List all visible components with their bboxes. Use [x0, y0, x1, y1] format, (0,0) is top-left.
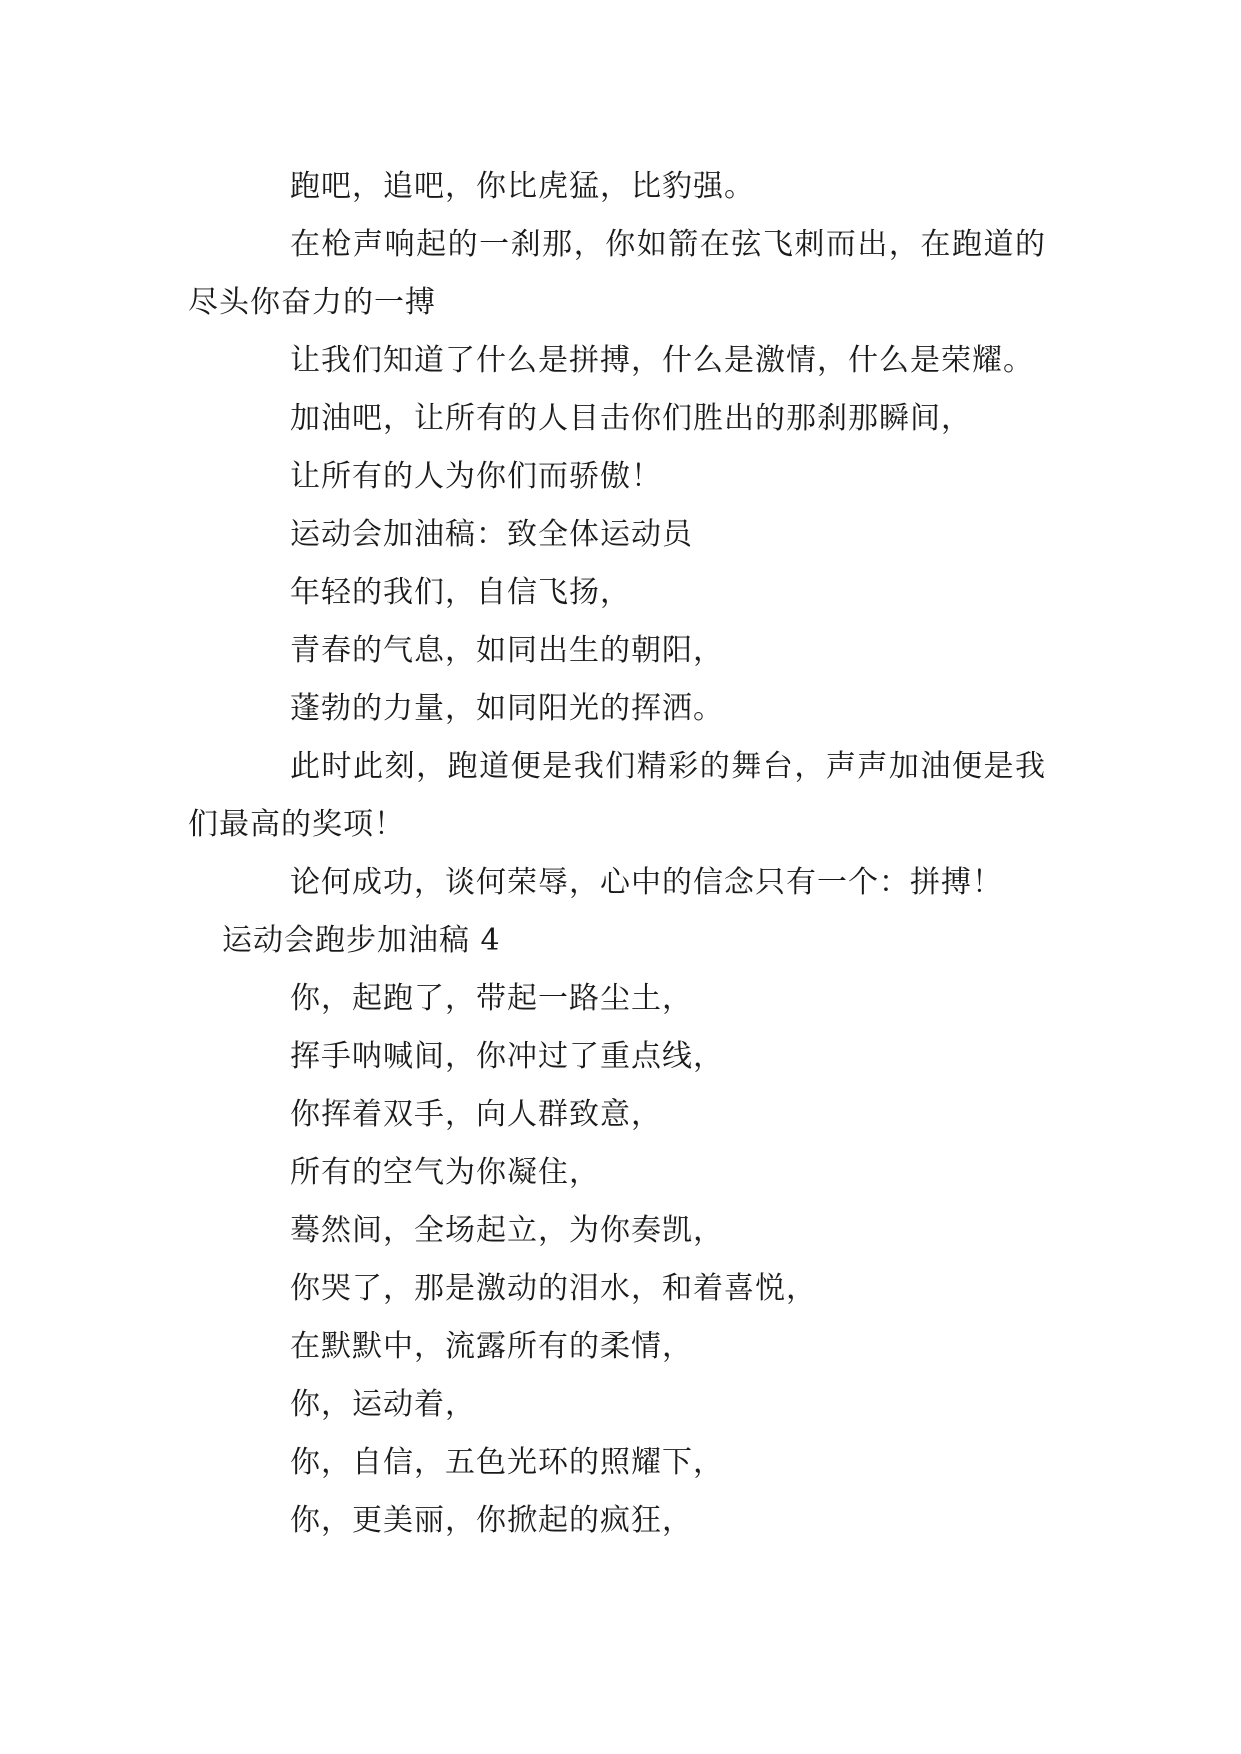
paragraph: 所有的空气为你凝住，	[290, 1155, 600, 1190]
document-body	[188, 158, 1058, 1550]
paragraph: 加油吧，让所有的人目击你们胜出的那刹那瞬间，	[290, 401, 972, 436]
paragraph: 挥手呐喊间，你冲过了重点线，	[290, 1039, 724, 1074]
paragraph: 此时此刻，跑道便是我们精彩的舞台，声声加油便是我们最高的奖项！	[188, 749, 1046, 842]
paragraph: 年轻的我们，自信飞扬，	[290, 575, 631, 610]
paragraph: 跑吧，追吧，你比虎猛，比豹强。	[290, 169, 755, 204]
paragraph: 让所有的人为你们而骄傲！	[290, 459, 662, 494]
paragraph: 你，更美丽，你掀起的疯狂，	[290, 1503, 693, 1538]
paragraph: 论何成功，谈何荣辱，心中的信念只有一个：拼搏！	[290, 865, 1003, 900]
paragraph: 青春的气息，如同出生的朝阳，	[290, 633, 724, 668]
paragraph: 你，起跑了，带起一路尘土，	[290, 981, 693, 1016]
paragraph: 让我们知道了什么是拼搏，什么是激情，什么是荣耀。	[290, 343, 1034, 378]
paragraph: 运动会加油稿：致全体运动员	[290, 517, 693, 552]
section-heading: 运动会跑步加油稿 4	[222, 923, 501, 958]
paragraph: 你，运动着，	[290, 1387, 476, 1422]
paragraph: 蓬勃的力量，如同阳光的挥洒。	[290, 691, 724, 726]
paragraph: 你挥着双手，向人群致意，	[290, 1097, 662, 1132]
paragraph: 在默默中，流露所有的柔情，	[290, 1329, 693, 1364]
paragraph: 蓦然间，全场起立，为你奏凯，	[290, 1213, 724, 1248]
paragraph: 在枪声响起的一刹那，你如箭在弦飞刺而出，在跑道的尽头你奋力的一搏	[188, 227, 1046, 320]
paragraph: 你，自信，五色光环的照耀下，	[290, 1445, 724, 1480]
paragraph: 你哭了，那是激动的泪水，和着喜悦，	[290, 1271, 817, 1306]
